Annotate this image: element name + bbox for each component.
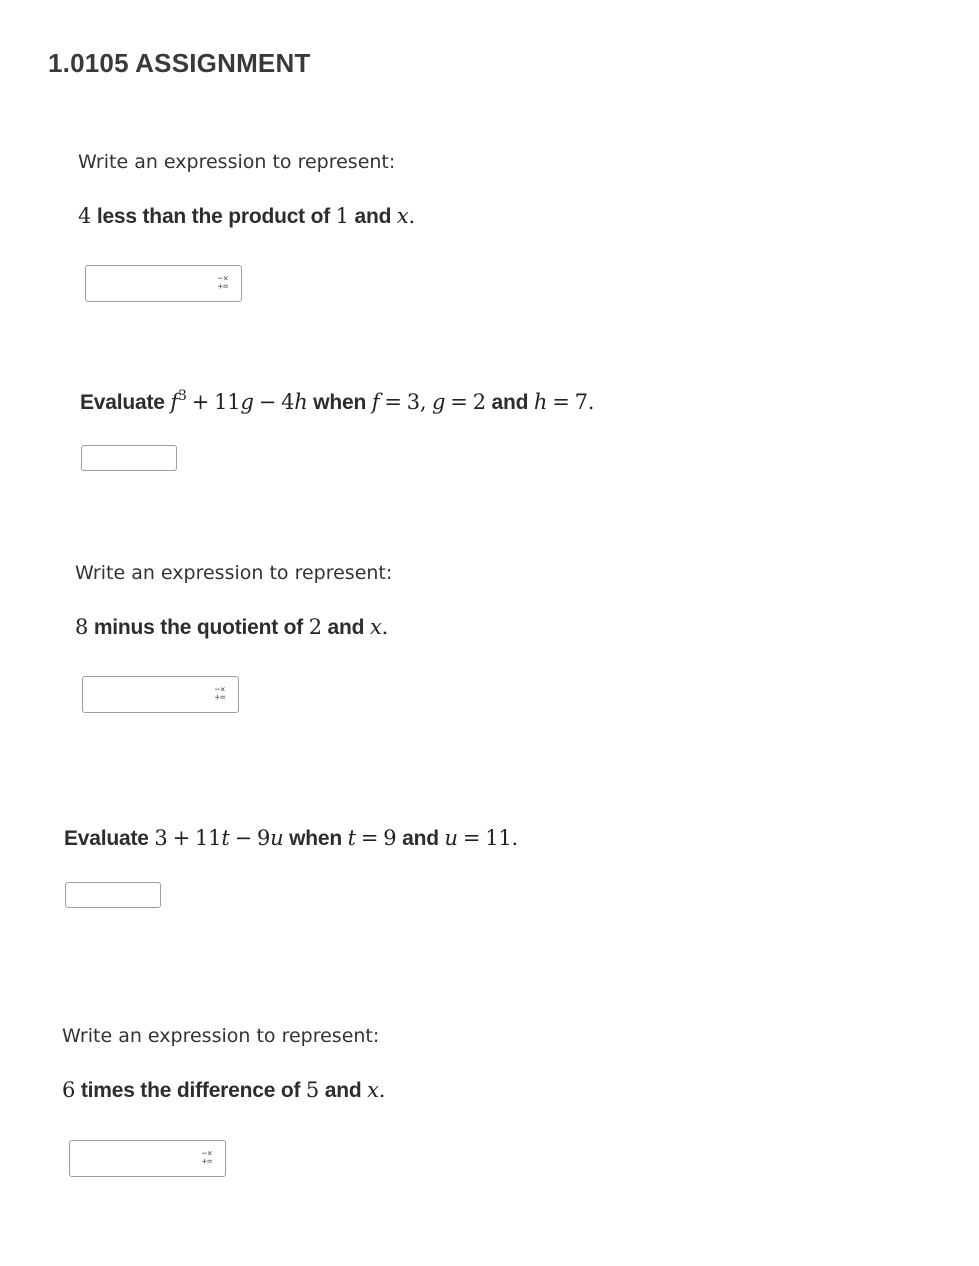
q1-period: . <box>408 204 416 228</box>
q4-var-u2: u <box>444 826 458 850</box>
q4-coef-11: 11 <box>195 826 222 850</box>
q3-number-8: 8 <box>75 615 89 639</box>
q3-phrase: minus the quotient of <box>93 616 304 639</box>
q4-const-3: 3 <box>154 826 168 850</box>
q4-evaluate: Evaluate <box>64 827 149 850</box>
q2-var-f2: f <box>371 390 380 414</box>
q2-and: and <box>491 391 529 414</box>
q5-period: . <box>378 1078 386 1102</box>
question-1-prompt: Write an expression to represent: <box>78 151 396 173</box>
math-icon-bottom: += <box>217 282 229 292</box>
q4-val-9: 9 <box>383 826 397 850</box>
question-5-answer-input[interactable] <box>70 1141 190 1176</box>
q5-number-6: 6 <box>62 1078 76 1102</box>
q4-eq1: = <box>360 826 379 850</box>
question-1-answer-input[interactable] <box>86 266 206 301</box>
q2-plus: + <box>191 390 210 414</box>
question-2-answer-input[interactable] <box>81 445 177 471</box>
q4-var-u: u <box>270 826 284 850</box>
q2-var-g2: g <box>432 390 446 414</box>
q4-minus: − <box>234 826 252 850</box>
q4-coef-9: 9 <box>256 826 271 850</box>
q3-number-2: 2 <box>308 615 322 639</box>
math-keypad-icon[interactable] <box>199 1150 215 1168</box>
math-icon-bottom: += <box>214 693 226 703</box>
question-3-text <box>75 615 388 640</box>
q2-exponent: 3 <box>178 388 187 404</box>
q2-val-2: 2 <box>472 390 486 414</box>
q2-val-7: 7. <box>574 390 595 414</box>
q4-eq2: = <box>462 826 481 850</box>
q1-and: and <box>354 205 392 228</box>
question-4-answer-input[interactable] <box>65 882 161 908</box>
q2-when: when <box>313 391 367 414</box>
q1-variable-x: x <box>396 204 409 228</box>
question-2-text <box>80 390 594 415</box>
math-keypad-icon[interactable] <box>215 275 231 293</box>
q2-eq1: = <box>384 390 402 414</box>
q4-and: and <box>402 827 439 850</box>
q2-coef-11: 11 <box>214 390 241 414</box>
q3-variable-x: x <box>369 615 382 639</box>
q2-evaluate: Evaluate <box>80 391 165 414</box>
math-icon-top: −× <box>217 274 229 284</box>
math-icon-top: −× <box>201 1149 213 1159</box>
q3-and: and <box>327 616 365 639</box>
q5-number-5: 5 <box>305 1078 320 1102</box>
q2-var-g: g <box>240 390 254 414</box>
q3-period: . <box>381 615 389 639</box>
q5-variable-x: x <box>367 1078 379 1102</box>
q5-and: and <box>324 1079 362 1102</box>
q4-val-11: 11. <box>485 826 519 850</box>
math-icon-top: −× <box>214 685 226 695</box>
q4-when: when <box>289 827 342 850</box>
question-1-text <box>78 204 415 229</box>
q2-eq2: = <box>450 390 468 414</box>
q4-var-t2: t <box>347 826 356 850</box>
q1-number-1: 1 <box>335 204 349 228</box>
q2-var-h2: h <box>533 390 548 414</box>
question-1-answer-box <box>85 265 242 302</box>
q4-plus: + <box>172 826 190 850</box>
q2-var-f: f <box>170 390 178 414</box>
q2-minus: − <box>258 390 277 414</box>
q5-phrase: times the difference of <box>80 1079 301 1102</box>
q2-eq3: = <box>552 390 570 414</box>
math-keypad-icon[interactable] <box>212 686 228 704</box>
question-5-prompt: Write an expression to represent: <box>62 1025 380 1047</box>
page-title: 1.0105 ASSIGNMENT <box>48 48 311 78</box>
q1-phrase: less than the product of <box>96 205 331 228</box>
q2-var-h: h <box>294 390 308 414</box>
question-5-answer-box <box>69 1140 226 1177</box>
question-5-text <box>62 1078 385 1103</box>
q2-coef-4: 4 <box>281 390 295 414</box>
question-3-answer-input[interactable] <box>83 677 203 712</box>
q1-number-4: 4 <box>78 204 92 228</box>
question-4-text <box>64 826 518 851</box>
question-3-answer-box <box>82 676 239 713</box>
math-icon-bottom: += <box>201 1157 213 1167</box>
q2-val-3: 3, <box>406 390 427 414</box>
question-3-prompt: Write an expression to represent: <box>75 562 393 584</box>
q4-var-t: t <box>221 826 230 850</box>
